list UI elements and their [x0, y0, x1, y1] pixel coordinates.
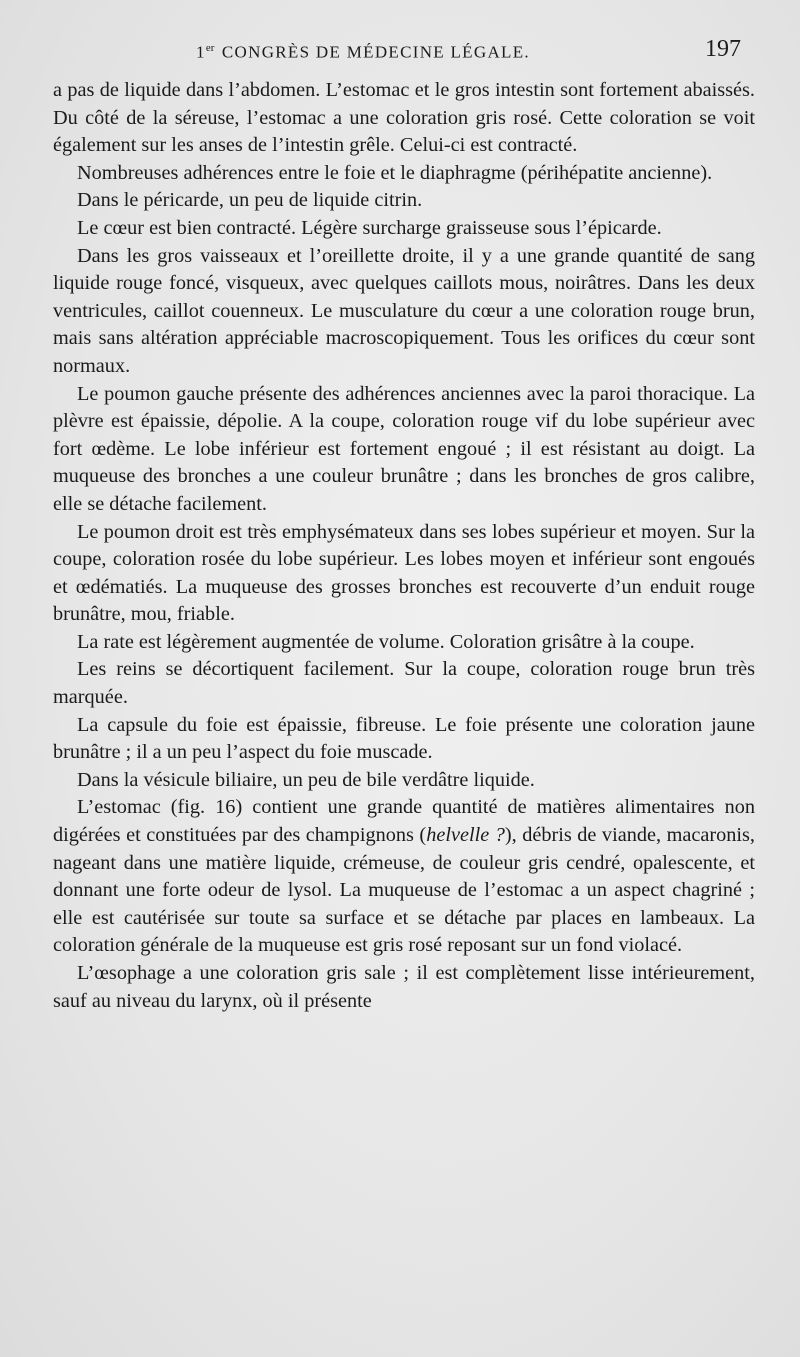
paragraph	[53, 160, 755, 188]
text-run: Le poumon gauche présente des adhérences anciennes avec la paroi thoracique. La plèvre est épaissie, dépolie. A la coupe, coloration rouge vif du lobe supérieur avec fort œdème. Le lobe inférieur est fortement engoué ; il est résistant au doigt. La muqueuse des bronches a une couleur brunâtre ; dans les bronches de gros calibre, elle se détache facilement.	[53, 382, 755, 515]
text-run: La rate est légèrement augmentée de volume. Coloration grisâtre à la coupe.	[77, 630, 695, 653]
paragraph	[53, 767, 755, 795]
text-run: Les reins se décortiquent facilement. Sur la coupe, coloration rouge brun très marquée.	[53, 658, 755, 709]
paragraph	[53, 77, 755, 160]
paragraph	[53, 712, 755, 767]
conference-title: CONGRÈS DE MÉDECINE LÉGALE.	[221, 42, 530, 62]
paragraph	[53, 629, 755, 657]
paragraph	[53, 381, 755, 519]
paragraph	[53, 243, 755, 381]
paragraph	[53, 215, 755, 243]
page-number: 197	[705, 36, 741, 62]
body-text	[53, 77, 755, 1015]
text-run: L’œsophage a une coloration gris sale ; il est complètement lisse intérieurement, sauf au niveau du larynx, où il présente	[53, 962, 755, 1012]
text-run: Dans le péricarde, un peu de liquide citrin.	[77, 189, 423, 212]
paragraph	[53, 794, 755, 960]
italic-text: helvelle ?	[426, 824, 505, 847]
running-title	[196, 42, 530, 63]
paragraph	[53, 960, 755, 1015]
text-run: La capsule du foie est épaissie, fibreuse. Le foie présente une coloration jaune brunâtre ; il a un peu l’aspect du foie muscade.	[53, 713, 755, 764]
text-run: Dans la vésicule biliaire, un peu de bile verdâtre liquide.	[77, 768, 535, 791]
text-run: L’estomac (fig. 16) contient une grande quantité de matières alimentaires non digérées et constituées par des champignons (	[53, 796, 755, 847]
text-run: Dans les gros vaisseaux et l’oreillette droite, il y a une grande quantité de sang liquide rouge foncé, visqueux, avec quelques caillots mous, noirâtres. Dans les deux ventricules, caillot couenneux. Le musculature du cœur a une coloration rouge brun, mais sans altération appréciable macroscopiquement. Tous les orifices du cœur sont normaux.	[53, 244, 755, 377]
text-run: Le cœur est bien contracté. Légère surcharge graisseuse sous l’épicarde.	[77, 216, 662, 239]
paragraph	[53, 187, 755, 215]
text-run: Le poumon droit est très emphysémateux dans ses lobes supérieur et moyen. Sur la coupe, coloration rosée du lobe supérieur. Les lobes moyen et inférieur sont engoués et œdématiés. La muqueuse des grosses bronches est recouverte d’un enduit rouge brunâtre, mou, friable.	[53, 520, 755, 626]
text-run: a pas de liquide dans l’abdomen. L’estomac et le gros intestin sont fortement abaissés. Du côté de la séreuse, l’estomac a une coloration gris rosé. Cette coloration se voit également sur les anses de l’intestin grêle. Celui-ci est contracté.	[53, 79, 755, 157]
paragraph	[53, 656, 755, 711]
ordinal-suffix: er	[205, 42, 215, 54]
text-run: Nombreuses adhérences entre le foie et le diaphragme (périhépatite ancienne).	[77, 161, 713, 184]
paragraph	[53, 519, 755, 629]
text-run: ), débris de viande, macaronis, nageant dans une matière liquide, crémeuse, de couleur gris cendré, opalescente, et donnant une forte odeur de lysol. La muqueuse de l’estomac a un aspect chagriné ; elle est cautérisée sur toute sa surface et se détache par places en lambeaux. La coloration générale de la muqueuse est gris rosé reposant sur un fond violacé.	[53, 824, 755, 957]
ordinal-number: 1	[196, 42, 206, 62]
running-header	[196, 34, 741, 70]
